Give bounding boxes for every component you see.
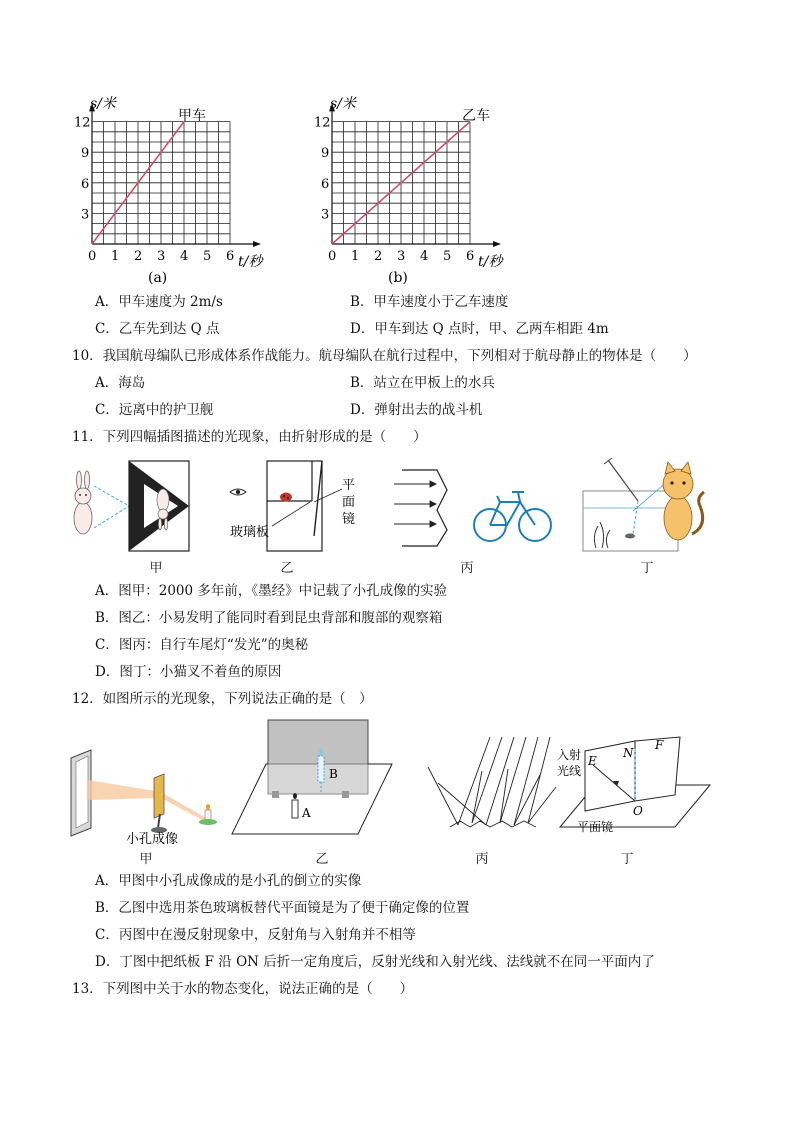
q12-option-a: A．甲图中小孔成像成的是小孔的倒立的实像 xyxy=(95,873,362,889)
chart-b-xtick-label: 4 xyxy=(420,249,429,264)
q9-option-a: A．甲车速度为 2m/s xyxy=(95,294,223,310)
chart-a-ytick-label: 12 xyxy=(74,115,91,131)
q13-stem: 13．下列图中关于水的物态变化，说法正确的是（ ） xyxy=(72,981,414,997)
label-o: O xyxy=(633,804,643,818)
chart-b-xtick-label: 0 xyxy=(328,249,337,264)
chart-a-ytick-label: 3 xyxy=(81,207,90,223)
q12-caption-bing: 丙 xyxy=(475,852,489,867)
q12-figure-ding xyxy=(555,735,715,835)
chart-b-xlabel: t/秒 xyxy=(478,254,503,270)
chart-b-x-arrow xyxy=(493,241,501,247)
chart-b-ylabel: s/米 xyxy=(330,96,356,112)
q12-option-d: D．丁图中把纸板 F 沿 ON 后折一定角度后，反射光线和入射光线、法线就不在同一平面内了 xyxy=(95,954,655,970)
label-f: F xyxy=(655,738,664,752)
q12-figure-jia xyxy=(66,748,231,846)
label-glass-plate: 玻璃板 xyxy=(230,525,270,540)
q11-option-b: B．图乙：小易发明了能同时看到昆虫背部和腹部的观察箱 xyxy=(95,610,443,626)
chart-a-xtick-label: 2 xyxy=(134,249,143,264)
chart-a-ylabel: s/米 xyxy=(90,96,116,112)
label-mirror-3: 镜 xyxy=(342,512,356,527)
q10-option-d: D．弹射出去的战斗机 xyxy=(350,402,483,418)
q12-caption-ding: 丁 xyxy=(620,852,634,867)
chart-b-xtick-label: 1 xyxy=(351,249,360,264)
label-a: A xyxy=(302,806,311,820)
q10-option-c: C．远离中的护卫舰 xyxy=(95,402,214,418)
q12-option-c: C．丙图中在漫反射现象中，反射角与入射角并不相等 xyxy=(95,927,416,943)
chart-b-ytick-label: 12 xyxy=(314,115,331,131)
q11-caption-yi: 乙 xyxy=(280,561,294,576)
label-incident-2: 光线 xyxy=(557,764,582,778)
label-n: N xyxy=(623,746,634,760)
label-b: B xyxy=(329,767,338,781)
chart-a-ytick-label: 9 xyxy=(81,146,90,162)
candle-icon xyxy=(199,804,217,825)
chart-b-ytick-label: 6 xyxy=(321,176,330,192)
chart-a-series-label: 甲车 xyxy=(178,108,206,124)
chart-a-xtick-label: 1 xyxy=(111,249,120,264)
seaweed-icon xyxy=(594,522,610,548)
chart-b-series-label: 乙车 xyxy=(462,108,490,124)
q9-option-d: D．甲车到达 Q 点时，甲、乙两车相距 4m xyxy=(350,321,609,337)
chart-a-xtick-label: 5 xyxy=(203,249,212,264)
bicycle-icon xyxy=(474,492,551,541)
q11-stem: 11．下列四幅插图描述的光现象，由折射形成的是（ ） xyxy=(72,429,427,445)
q11-figure-bing xyxy=(392,460,557,552)
chart-b-ytick-label: 9 xyxy=(321,146,330,162)
eye-icon xyxy=(230,489,246,495)
rabbit-icon xyxy=(74,471,92,534)
cat-icon xyxy=(663,462,704,540)
q11-figure-jia xyxy=(66,456,196,556)
chart-b-xtick-label: 5 xyxy=(443,249,452,264)
q11-caption-ding: 丁 xyxy=(640,561,654,576)
q12-figure-yi xyxy=(228,714,398,842)
label-pinhole: 小孔成像 xyxy=(126,832,179,846)
chart-a-xtick-label: 4 xyxy=(180,249,189,264)
chart-a-ytick-label: 6 xyxy=(81,176,90,192)
chart-a-xlabel: t/秒 xyxy=(238,254,263,270)
q10-option-a: A．海岛 xyxy=(95,375,146,391)
chart-b-ytick-label: 3 xyxy=(321,207,330,223)
chart-a-xtick-label: 0 xyxy=(88,249,97,264)
q11-caption-bing: 丙 xyxy=(460,561,474,576)
chart-a xyxy=(70,92,270,290)
chart-b-xtick-label: 3 xyxy=(397,249,406,264)
chart-a-xtick-label: 6 xyxy=(226,249,235,264)
q11-option-d: D．图丁：小猫叉不着鱼的原因 xyxy=(95,664,282,680)
chart-b-sublabel: (b) xyxy=(388,270,408,286)
q9-option-c: C．乙车先到达 Q 点 xyxy=(95,321,220,337)
q12-stem: 12．如图所示的光现象，下列说法正确的是（ ） xyxy=(72,691,373,707)
chart-a-xtick-label: 3 xyxy=(157,249,166,264)
chart-b xyxy=(310,92,510,290)
fish-icon xyxy=(625,534,635,539)
q12-caption-yi: 乙 xyxy=(315,852,329,867)
q10-option-b: B．站立在甲板上的水兵 xyxy=(350,375,495,391)
label-mirror-1: 平 xyxy=(342,478,356,493)
label-e: E xyxy=(588,754,597,768)
ladybug-icon xyxy=(280,493,292,502)
chart-a-x-arrow xyxy=(253,241,261,247)
q11-figure-yi xyxy=(222,456,372,556)
q11-option-c: C．图丙：自行车尾灯“发光”的奥秘 xyxy=(95,637,309,653)
q11-option-a: A．图甲：2000 多年前，《墨经》中记载了小孔成像的实验 xyxy=(95,583,448,599)
q12-option-b: B．乙图中选用茶色玻璃板替代平面镜是为了便于确定像的位置 xyxy=(95,900,470,916)
q9-option-b: B．甲车速度小于乙车速度 xyxy=(350,294,509,310)
chart-a-sublabel: (a) xyxy=(148,270,168,286)
label-mirror-2: 面 xyxy=(342,495,356,510)
q10-stem: 10．我国航母编队已形成体系作战能力。航母编队在航行过程中，下列相对于航母静止的物体是（ ） xyxy=(72,348,697,364)
q12-caption-jia: 甲 xyxy=(139,852,153,867)
label-plane-mirror: 平面镜 xyxy=(577,820,614,834)
chart-b-xtick-label: 2 xyxy=(374,249,383,264)
q11-caption-jia: 甲 xyxy=(149,561,163,576)
q11-figure-ding xyxy=(578,456,713,556)
q12-figure-bing xyxy=(420,735,560,835)
label-incident-1: 入射 xyxy=(557,748,582,762)
chart-b-xtick-label: 6 xyxy=(466,249,475,264)
